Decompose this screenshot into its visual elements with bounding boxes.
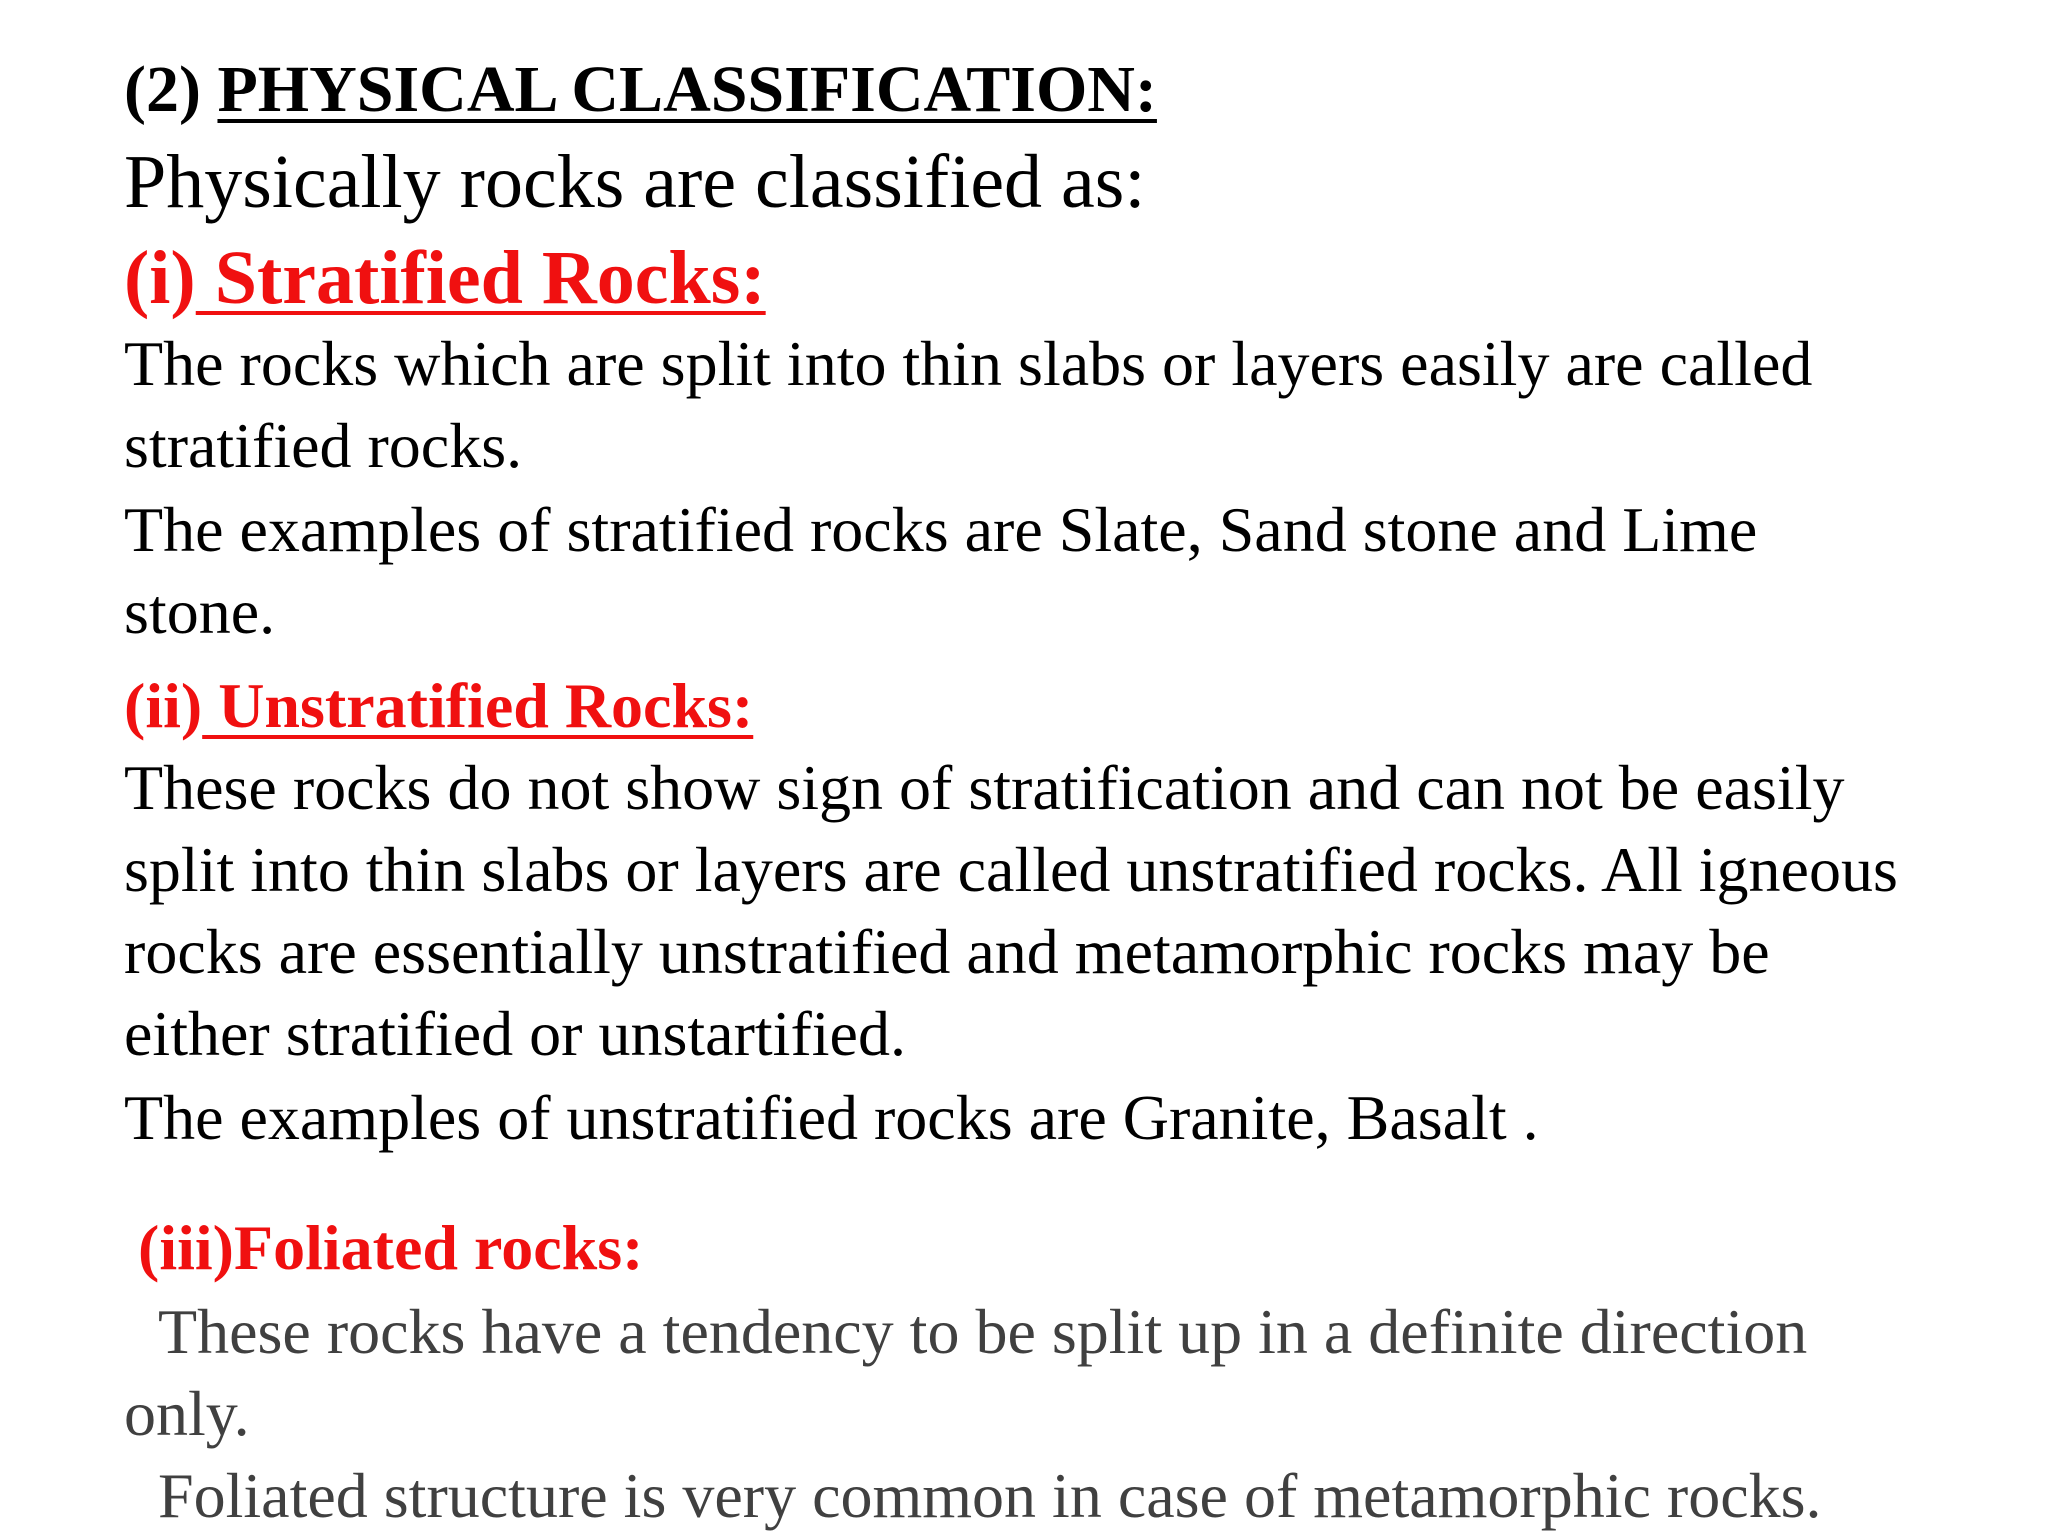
stratified-line-4: stone. [124, 576, 276, 647]
stratified-line-1: The rocks which are split into thin slabs or layers easily are called [124, 328, 1813, 399]
foliated-line-1: These rocks have a tendency to be split up in a definite direction [158, 1296, 1808, 1367]
foliated-heading [138, 1206, 643, 1290]
main-heading-title: PHYSICAL CLASSIFICATION: [217, 53, 1157, 126]
foliated-line-2: only. [124, 1378, 250, 1449]
main-heading-number: (2) [124, 53, 218, 126]
stratified-line-2: stratified rocks. [124, 410, 523, 481]
stratified-number: (i) [124, 236, 196, 320]
intro-text: Physically rocks are classified as: [124, 140, 1146, 224]
main-heading [124, 48, 1157, 132]
foliated-line-3: Foliated structure is very common in case of metamorphic rocks. [158, 1460, 1822, 1531]
unstratified-heading [124, 664, 753, 748]
unstratified-line-5: The examples of unstratified rocks are Granite, Basalt . [124, 1082, 1539, 1153]
unstratified-number: (ii) [124, 670, 203, 741]
foliated-title: Foliated rocks: [233, 1212, 644, 1283]
stratified-heading [124, 230, 766, 326]
unstratified-line-2: split into thin slabs or layers are called unstratified rocks. All igneous [124, 834, 1898, 905]
stratified-line-3: The examples of stratified rocks are Slate, Sand stone and Lime [124, 494, 1758, 565]
stratified-title: Stratified Rocks: [195, 236, 766, 320]
foliated-number: (iii) [138, 1212, 234, 1283]
unstratified-title: Unstratified Rocks: [202, 670, 754, 741]
unstratified-line-4: either stratified or unstartified. [124, 998, 906, 1069]
unstratified-line-1: These rocks do not show sign of stratification and can not be easily [124, 752, 1845, 823]
unstratified-line-3: rocks are essentially unstratified and metamorphic rocks may be [124, 916, 1770, 987]
